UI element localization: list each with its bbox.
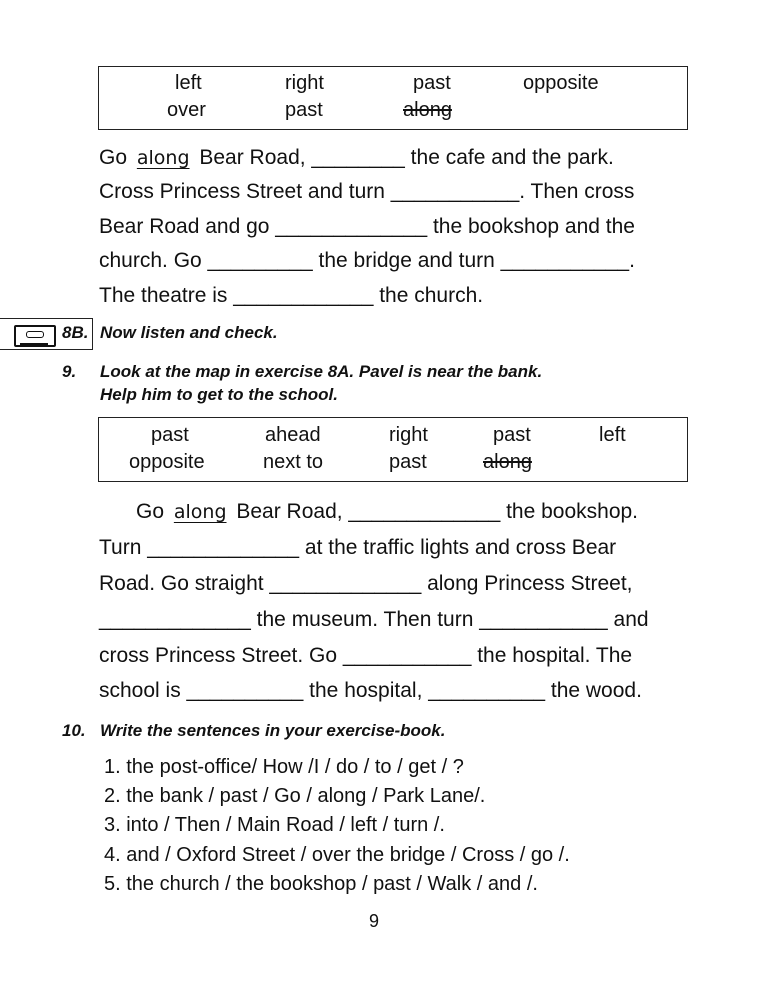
example-answer: along bbox=[136, 147, 190, 169]
list-item: 4. and / Oxford Street / over the bridge / Cross / go /. bbox=[104, 844, 570, 866]
text-line: church. Go _________ the bridge and turn ___________. bbox=[99, 249, 635, 272]
page-number: 9 bbox=[368, 911, 379, 931]
exercise-10-instruction: Write the sentences in your exercise-book. bbox=[100, 721, 446, 740]
word: opposite bbox=[129, 451, 205, 473]
word: left bbox=[175, 72, 202, 94]
text: Go bbox=[136, 500, 170, 523]
word: past bbox=[285, 99, 323, 121]
word-box-2 bbox=[98, 417, 688, 482]
list-item: 2. the bank / past / Go / along / Park Lane/. bbox=[104, 785, 486, 807]
text: Bear Road, ________ the cafe and the park. bbox=[193, 146, 614, 169]
list-item: 1. the post-office/ How /I / do / to / get / ? bbox=[104, 756, 464, 778]
word: opposite bbox=[523, 72, 599, 94]
text-line: Bear Road and go _____________ the bookshop and the bbox=[99, 215, 635, 238]
text-line: Turn _____________ at the traffic lights and cross Bear bbox=[99, 536, 617, 559]
word-crossed-out: along bbox=[483, 451, 532, 473]
text-line: cross Princess Street. Go ___________ the hospital. The bbox=[99, 644, 633, 667]
word: past bbox=[413, 72, 451, 94]
word: next to bbox=[263, 451, 324, 473]
exercise-10-number: 10. bbox=[62, 721, 86, 740]
text-line: The theatre is ____________ the church. bbox=[99, 284, 484, 307]
text-line bbox=[99, 146, 614, 170]
text: Go bbox=[99, 146, 133, 169]
word: right bbox=[285, 72, 324, 94]
text: Bear Road, _____________ the bookshop. bbox=[230, 500, 639, 523]
exercise-8b-instruction: Now listen and check. bbox=[100, 323, 278, 342]
word: past bbox=[493, 424, 531, 446]
list-item: 5. the church / the bookshop / past / Walk / and /. bbox=[104, 873, 538, 895]
exercise-8b-label: 8B. bbox=[62, 323, 89, 342]
word: ahead bbox=[265, 424, 321, 446]
word: left bbox=[599, 424, 626, 446]
exercise-9-instruction: Look at the map in exercise 8A. Pavel is near the bank. bbox=[100, 362, 543, 381]
list-item: 3. into / Then / Main Road / left / turn /. bbox=[104, 814, 445, 836]
word: right bbox=[389, 424, 428, 446]
word-box-1 bbox=[98, 66, 688, 130]
text-line: Cross Princess Street and turn ___________. Then cross bbox=[99, 180, 635, 203]
text-line: Road. Go straight _____________ along Princess Street, bbox=[99, 572, 633, 595]
word: past bbox=[389, 451, 427, 473]
cassette-icon bbox=[14, 325, 56, 347]
word: past bbox=[151, 424, 189, 446]
text-line bbox=[136, 500, 638, 524]
exercise-9-number: 9. bbox=[62, 362, 77, 381]
example-answer: along bbox=[173, 501, 227, 523]
text-line: school is __________ the hospital, __________ the wood. bbox=[99, 679, 642, 702]
exercise-9-instruction: Help him to get to the school. bbox=[100, 385, 338, 404]
word-crossed-out: along bbox=[403, 99, 452, 121]
text-line: _____________ the museum. Then turn ___________ and bbox=[99, 608, 649, 631]
word: over bbox=[167, 99, 206, 121]
